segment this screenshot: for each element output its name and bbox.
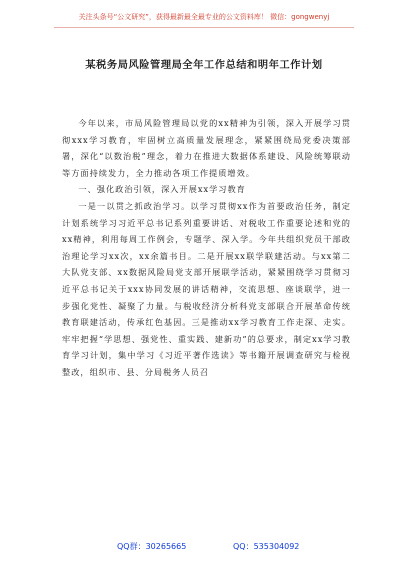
paragraph-intro: 今年以来，市局风险管理局以党的xx精神为引领，深入开展学习贯彻xxx学习教育，牢固树立高质量发展理念，紧紧围绕局党委决策部署，深化“以数治税”理念，着力在推进大数据体系建设、风险统筹联动等方面持续发力，全力推动各项工作提质增效。: [62, 118, 351, 178]
header-divider: [54, 27, 354, 28]
section-heading-1: 一、强化政治引领，深入开展xx学习教育: [78, 184, 246, 195]
header-note: 关注头条号“公文研究”，获得最新最全最专业的公文资料库！ 微信：gongwenyj: [78, 13, 330, 21]
paragraph-section-1: 一是一以贯之抓政治学习。以学习贯彻xx作为首要政治任务，制定计划系统学习习近平总书记系列重要讲话、对税收工作重要论述和党的xx精神，利用每周工作例会，专题学、深入学。今年共组织党员干部政治理论学习xx次，xx余篇书目。二是开展xx联学联建活动。与xx第二大队党支部、xx数据风险局党支部开展联学活动，紧紧围绕学习贯彻习近平总书记关于xxx协同发展的讲话精神，交流思想、座谈联学，进一步强化党性、凝聚了力量。与税收经济分析科党支部联合开展革命传统教育联建活动，传承红色基因。三是推动xx学习教育工作走深、走实。牢牢把握“学思想、强党性、重实践、建新功”的总要求，制定xx学习教育学习计划，集中学习《习近平著作选读》等书籍开展调查研究与检视整改，组织市、县、分局税务人员召: [62, 200, 351, 377]
footer-qq-group: QQ群：30265665: [117, 542, 187, 551]
document-body: [62, 115, 351, 381]
document-title: 某税务局风险管理局全年工作总结和明年工作计划: [85, 59, 323, 71]
footer-qq-contact: QQ：535304092: [233, 542, 300, 551]
